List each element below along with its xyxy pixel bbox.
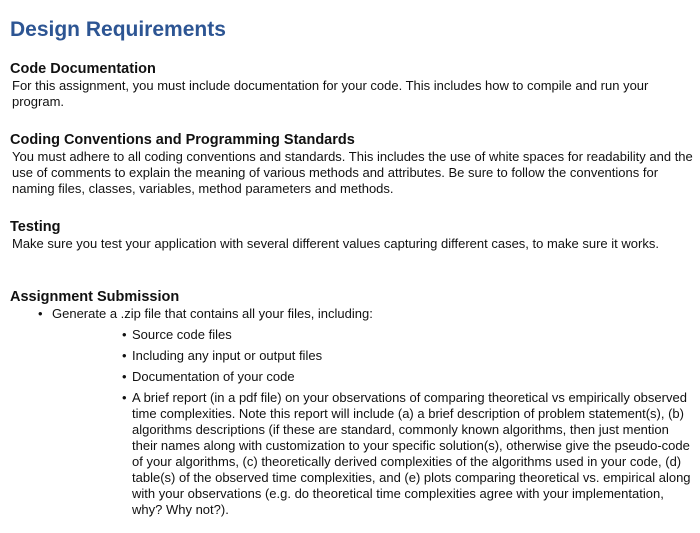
section-heading: Assignment Submission (10, 289, 180, 305)
sub-list-item (82, 369, 694, 385)
page-title: Design Requirements (10, 18, 226, 41)
list-item (10, 306, 694, 518)
section-body: For this assignment, you must include documentation for your code. This includes how to compile and run your program. (12, 78, 649, 109)
section-coding-conventions (10, 132, 694, 197)
bullet-icon: • (122, 390, 127, 405)
section-heading: Coding Conventions and Programming Standards (10, 132, 355, 148)
bullet-icon: • (122, 369, 127, 384)
sub-list-item (82, 390, 694, 518)
submission-list (10, 306, 694, 518)
section-heading: Code Documentation (10, 61, 156, 77)
submission-sub-list (52, 327, 694, 518)
sub-list-item-text: Documentation of your code (132, 369, 295, 384)
title-block (10, 17, 226, 43)
sub-list-item (82, 348, 694, 364)
sub-list-item-text: Including any input or output files (132, 348, 323, 363)
list-item-text: Generate a .zip file that contains all your files, including: (52, 306, 373, 321)
sub-list-item-text: Source code files (132, 327, 232, 342)
section-code-documentation (10, 61, 694, 110)
sub-list-item-text: A brief report (in a pdf file) on your observations of comparing theoretical vs empirically observed time complexities. Note this report will include (a) a brief description of problem statement(s), (b) algorithms descriptions (if these are standard, commonly known algorithms, then just mention their names along with customization to your specific solution(s), otherwise give the pseudo-code of your algorithms, (c) theoretically derived complexities of the algorithms used in your code, (d) table(s) of the observed time complexities, and (e) plots comparing theoretical vs. empirical along with your observations (e.g. do theoretical time complexities agree with your implementation, why? Why not?). (132, 390, 691, 517)
section-body: You must adhere to all coding conventions and standards. This includes the use of white spaces for readability and the use of comments to explain the meaning of various methods and attributes. Be sure to follow the conventions for naming files, classes, variables, method parameters and methods. (12, 149, 693, 196)
section-testing (10, 219, 694, 252)
sub-list-wrap (52, 327, 694, 518)
section-heading: Testing (10, 219, 61, 235)
bullet-icon: • (122, 327, 127, 342)
bullet-icon: • (122, 348, 127, 363)
section-body: Make sure you test your application with several different values capturing different cases, to make sure it works. (12, 236, 659, 251)
section-assignment-submission (10, 289, 694, 518)
sub-list-item (82, 327, 694, 343)
bullet-icon: • (38, 306, 43, 321)
